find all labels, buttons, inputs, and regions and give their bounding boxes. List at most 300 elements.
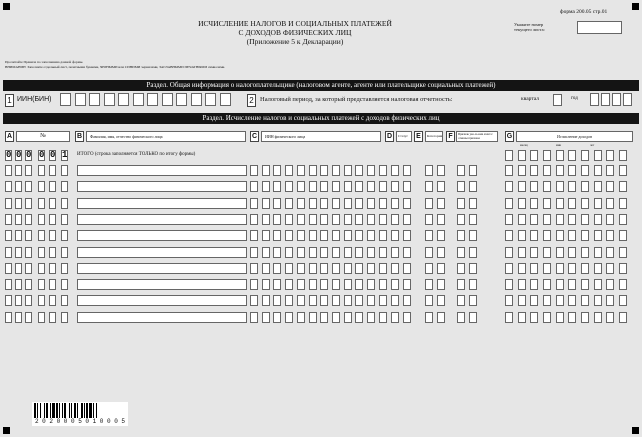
iin-bin-cell[interactable] <box>89 93 100 106</box>
income-cell[interactable] <box>518 279 526 290</box>
row-number-cell[interactable] <box>15 247 22 258</box>
iin-cell[interactable] <box>262 165 270 176</box>
iin-cell[interactable] <box>273 295 281 306</box>
category-cell[interactable] <box>425 214 433 225</box>
iin-cell[interactable] <box>379 279 387 290</box>
row-number-cell[interactable] <box>25 181 32 192</box>
status-cell[interactable] <box>391 230 399 241</box>
iin-cell[interactable] <box>273 312 281 323</box>
row-number-cell[interactable] <box>15 295 22 306</box>
iin-cell[interactable] <box>250 295 258 306</box>
income-cell[interactable] <box>568 247 576 258</box>
iin-cell[interactable] <box>355 247 363 258</box>
iin-cell[interactable] <box>262 263 270 274</box>
income-cell[interactable] <box>530 279 538 290</box>
row-number-cell[interactable] <box>49 247 56 258</box>
iin-cell[interactable] <box>285 247 293 258</box>
income-cell[interactable] <box>568 312 576 323</box>
row-number-cell[interactable] <box>5 295 12 306</box>
iin-cell[interactable] <box>367 295 375 306</box>
iin-cell[interactable] <box>355 230 363 241</box>
iin-bin-cell[interactable] <box>191 93 202 106</box>
iin-cell[interactable] <box>250 247 258 258</box>
status-cell[interactable] <box>391 214 399 225</box>
iin-cell[interactable] <box>297 279 305 290</box>
total-g-cell[interactable] <box>581 150 589 161</box>
full-name-field[interactable] <box>77 230 247 241</box>
status-cell[interactable] <box>391 247 399 258</box>
iin-cell[interactable] <box>285 165 293 176</box>
row-number-cell[interactable] <box>25 165 32 176</box>
income-cell[interactable] <box>568 279 576 290</box>
status-cell[interactable] <box>391 279 399 290</box>
row-number-cell[interactable] <box>49 279 56 290</box>
iin-cell[interactable] <box>285 295 293 306</box>
category-cell[interactable] <box>425 295 433 306</box>
income-cell[interactable] <box>556 181 564 192</box>
iin-cell[interactable] <box>285 214 293 225</box>
income-cell[interactable] <box>594 181 602 192</box>
row-number-cell[interactable] <box>49 214 56 225</box>
iin-cell[interactable] <box>367 181 375 192</box>
iin-bin-cell[interactable] <box>162 93 173 106</box>
row-number-cell[interactable] <box>25 279 32 290</box>
row-number-cell[interactable] <box>5 214 12 225</box>
agent-flag-cell[interactable] <box>469 165 477 176</box>
full-name-field[interactable] <box>77 181 247 192</box>
iin-cell[interactable] <box>332 165 340 176</box>
status-cell[interactable] <box>391 198 399 209</box>
income-cell[interactable] <box>594 295 602 306</box>
iin-cell[interactable] <box>320 247 328 258</box>
iin-cell[interactable] <box>273 279 281 290</box>
status-cell[interactable] <box>403 165 411 176</box>
category-cell[interactable] <box>437 198 445 209</box>
status-cell[interactable] <box>403 214 411 225</box>
iin-cell[interactable] <box>379 198 387 209</box>
agent-flag-cell[interactable] <box>457 214 465 225</box>
income-cell[interactable] <box>556 279 564 290</box>
income-cell[interactable] <box>543 263 551 274</box>
agent-flag-cell[interactable] <box>469 198 477 209</box>
iin-cell[interactable] <box>320 312 328 323</box>
agent-flag-cell[interactable] <box>457 230 465 241</box>
row-number-cell[interactable] <box>25 312 32 323</box>
row-number-cell[interactable] <box>5 279 12 290</box>
income-cell[interactable] <box>505 295 513 306</box>
row-number-cell[interactable] <box>15 214 22 225</box>
iin-cell[interactable] <box>332 263 340 274</box>
iin-cell[interactable] <box>262 181 270 192</box>
category-cell[interactable] <box>425 230 433 241</box>
iin-cell[interactable] <box>355 165 363 176</box>
income-cell[interactable] <box>594 312 602 323</box>
iin-cell[interactable] <box>285 181 293 192</box>
agent-flag-cell[interactable] <box>457 165 465 176</box>
iin-cell[interactable] <box>320 198 328 209</box>
iin-cell[interactable] <box>367 230 375 241</box>
row-number-cell[interactable] <box>25 214 32 225</box>
iin-cell[interactable] <box>320 181 328 192</box>
iin-cell[interactable] <box>250 230 258 241</box>
income-cell[interactable] <box>543 247 551 258</box>
iin-cell[interactable] <box>332 230 340 241</box>
iin-cell[interactable] <box>344 165 352 176</box>
iin-cell[interactable] <box>262 230 270 241</box>
full-name-field[interactable] <box>77 165 247 176</box>
iin-bin-cell[interactable] <box>176 93 187 106</box>
income-cell[interactable] <box>530 198 538 209</box>
income-cell[interactable] <box>556 247 564 258</box>
income-cell[interactable] <box>581 279 589 290</box>
income-cell[interactable] <box>530 165 538 176</box>
iin-cell[interactable] <box>309 247 317 258</box>
row-number-cell[interactable] <box>15 165 22 176</box>
iin-cell[interactable] <box>355 181 363 192</box>
iin-cell[interactable] <box>262 295 270 306</box>
iin-cell[interactable] <box>344 198 352 209</box>
iin-cell[interactable] <box>320 230 328 241</box>
row-number-cell[interactable] <box>38 214 45 225</box>
income-cell[interactable] <box>556 312 564 323</box>
agent-flag-cell[interactable] <box>457 198 465 209</box>
row-number-cell[interactable] <box>5 312 12 323</box>
iin-bin-cell[interactable] <box>75 93 86 106</box>
income-cell[interactable] <box>518 312 526 323</box>
iin-cell[interactable] <box>273 263 281 274</box>
row-number-cell[interactable] <box>15 230 22 241</box>
iin-bin-cell[interactable] <box>104 93 115 106</box>
iin-cell[interactable] <box>309 279 317 290</box>
iin-cell[interactable] <box>367 312 375 323</box>
income-cell[interactable] <box>505 181 513 192</box>
category-cell[interactable] <box>437 165 445 176</box>
iin-cell[interactable] <box>285 198 293 209</box>
income-cell[interactable] <box>518 165 526 176</box>
iin-cell[interactable] <box>344 230 352 241</box>
status-cell[interactable] <box>403 312 411 323</box>
iin-cell[interactable] <box>332 198 340 209</box>
category-cell[interactable] <box>425 312 433 323</box>
agent-flag-cell[interactable] <box>457 279 465 290</box>
agent-flag-cell[interactable] <box>457 295 465 306</box>
agent-flag-cell[interactable] <box>469 312 477 323</box>
row-number-cell[interactable] <box>5 230 12 241</box>
income-cell[interactable] <box>556 230 564 241</box>
iin-cell[interactable] <box>367 279 375 290</box>
income-cell[interactable] <box>606 181 614 192</box>
iin-bin-cell[interactable] <box>220 93 231 106</box>
iin-cell[interactable] <box>344 295 352 306</box>
iin-cell[interactable] <box>344 214 352 225</box>
full-name-field[interactable] <box>77 263 247 274</box>
income-cell[interactable] <box>556 165 564 176</box>
iin-cell[interactable] <box>297 295 305 306</box>
income-cell[interactable] <box>518 198 526 209</box>
iin-cell[interactable] <box>355 279 363 290</box>
category-cell[interactable] <box>425 198 433 209</box>
income-cell[interactable] <box>518 181 526 192</box>
income-cell[interactable] <box>556 198 564 209</box>
iin-bin-cell[interactable] <box>118 93 129 106</box>
income-cell[interactable] <box>606 230 614 241</box>
year-cell[interactable] <box>612 93 621 106</box>
row-number-cell[interactable] <box>15 312 22 323</box>
income-cell[interactable] <box>606 295 614 306</box>
row-number-cell[interactable] <box>38 279 45 290</box>
total-g-cell[interactable] <box>619 150 627 161</box>
iin-cell[interactable] <box>355 198 363 209</box>
iin-cell[interactable] <box>250 279 258 290</box>
full-name-field[interactable] <box>77 214 247 225</box>
income-cell[interactable] <box>619 181 627 192</box>
income-cell[interactable] <box>530 312 538 323</box>
iin-cell[interactable] <box>273 181 281 192</box>
iin-cell[interactable] <box>355 295 363 306</box>
agent-flag-cell[interactable] <box>469 230 477 241</box>
income-cell[interactable] <box>505 312 513 323</box>
row-number-cell[interactable] <box>38 230 45 241</box>
income-cell[interactable] <box>581 165 589 176</box>
income-cell[interactable] <box>530 247 538 258</box>
income-cell[interactable] <box>518 247 526 258</box>
row-number-cell[interactable] <box>61 247 68 258</box>
year-cell[interactable] <box>601 93 610 106</box>
iin-cell[interactable] <box>297 230 305 241</box>
iin-cell[interactable] <box>332 279 340 290</box>
total-g-cell[interactable] <box>530 150 538 161</box>
iin-cell[interactable] <box>262 312 270 323</box>
iin-cell[interactable] <box>332 247 340 258</box>
income-cell[interactable] <box>581 181 589 192</box>
income-cell[interactable] <box>568 214 576 225</box>
income-cell[interactable] <box>606 198 614 209</box>
iin-cell[interactable] <box>379 312 387 323</box>
income-cell[interactable] <box>530 230 538 241</box>
income-cell[interactable] <box>594 230 602 241</box>
agent-flag-cell[interactable] <box>469 295 477 306</box>
iin-cell[interactable] <box>309 230 317 241</box>
total-g-cell[interactable] <box>568 150 576 161</box>
income-cell[interactable] <box>619 279 627 290</box>
row-number-cell[interactable] <box>61 214 68 225</box>
iin-cell[interactable] <box>332 312 340 323</box>
income-cell[interactable] <box>543 198 551 209</box>
income-cell[interactable] <box>543 230 551 241</box>
row-number-cell[interactable] <box>49 295 56 306</box>
income-cell[interactable] <box>606 263 614 274</box>
iin-cell[interactable] <box>273 214 281 225</box>
income-cell[interactable] <box>568 165 576 176</box>
income-cell[interactable] <box>568 198 576 209</box>
status-cell[interactable] <box>403 263 411 274</box>
iin-cell[interactable] <box>344 181 352 192</box>
agent-flag-cell[interactable] <box>469 279 477 290</box>
iin-cell[interactable] <box>344 263 352 274</box>
quarter-field[interactable] <box>553 94 562 106</box>
status-cell[interactable] <box>391 312 399 323</box>
iin-cell[interactable] <box>367 214 375 225</box>
category-cell[interactable] <box>437 230 445 241</box>
iin-cell[interactable] <box>285 312 293 323</box>
income-cell[interactable] <box>594 247 602 258</box>
income-cell[interactable] <box>594 263 602 274</box>
iin-cell[interactable] <box>309 312 317 323</box>
iin-bin-cell[interactable] <box>147 93 158 106</box>
row-number-cell[interactable] <box>49 181 56 192</box>
iin-cell[interactable] <box>332 295 340 306</box>
iin-cell[interactable] <box>273 198 281 209</box>
income-cell[interactable] <box>543 295 551 306</box>
income-cell[interactable] <box>505 230 513 241</box>
status-cell[interactable] <box>391 263 399 274</box>
row-number-cell[interactable] <box>38 312 45 323</box>
row-number-cell[interactable] <box>25 263 32 274</box>
total-g-cell[interactable] <box>606 150 614 161</box>
income-cell[interactable] <box>581 263 589 274</box>
row-number-cell[interactable] <box>5 247 12 258</box>
status-cell[interactable] <box>391 165 399 176</box>
iin-cell[interactable] <box>379 247 387 258</box>
income-cell[interactable] <box>505 279 513 290</box>
row-number-cell[interactable] <box>38 247 45 258</box>
iin-cell[interactable] <box>250 198 258 209</box>
income-cell[interactable] <box>543 165 551 176</box>
category-cell[interactable] <box>425 263 433 274</box>
row-number-cell[interactable] <box>49 198 56 209</box>
iin-cell[interactable] <box>379 181 387 192</box>
category-cell[interactable] <box>425 165 433 176</box>
iin-cell[interactable] <box>250 165 258 176</box>
income-cell[interactable] <box>543 214 551 225</box>
row-number-cell[interactable] <box>25 295 32 306</box>
row-number-cell[interactable] <box>25 247 32 258</box>
total-g-cell[interactable] <box>505 150 513 161</box>
income-cell[interactable] <box>606 214 614 225</box>
iin-cell[interactable] <box>273 165 281 176</box>
iin-cell[interactable] <box>309 165 317 176</box>
iin-cell[interactable] <box>320 214 328 225</box>
income-cell[interactable] <box>581 312 589 323</box>
iin-cell[interactable] <box>367 247 375 258</box>
category-cell[interactable] <box>437 181 445 192</box>
income-cell[interactable] <box>568 230 576 241</box>
income-cell[interactable] <box>606 165 614 176</box>
income-cell[interactable] <box>619 198 627 209</box>
full-name-field[interactable] <box>77 198 247 209</box>
category-cell[interactable] <box>425 181 433 192</box>
income-cell[interactable] <box>619 263 627 274</box>
category-cell[interactable] <box>437 263 445 274</box>
total-g-cell[interactable] <box>543 150 551 161</box>
income-cell[interactable] <box>518 295 526 306</box>
income-cell[interactable] <box>518 214 526 225</box>
iin-cell[interactable] <box>367 165 375 176</box>
year-cell[interactable] <box>623 93 632 106</box>
row-number-cell[interactable] <box>25 230 32 241</box>
income-cell[interactable] <box>606 279 614 290</box>
category-cell[interactable] <box>425 247 433 258</box>
iin-cell[interactable] <box>250 181 258 192</box>
agent-flag-cell[interactable] <box>469 263 477 274</box>
row-number-cell[interactable] <box>49 312 56 323</box>
income-cell[interactable] <box>594 214 602 225</box>
row-number-cell[interactable] <box>49 165 56 176</box>
full-name-field[interactable] <box>77 312 247 323</box>
row-number-cell[interactable] <box>38 165 45 176</box>
iin-cell[interactable] <box>320 263 328 274</box>
income-cell[interactable] <box>530 263 538 274</box>
iin-cell[interactable] <box>379 165 387 176</box>
category-cell[interactable] <box>437 247 445 258</box>
status-cell[interactable] <box>403 295 411 306</box>
income-cell[interactable] <box>594 279 602 290</box>
income-cell[interactable] <box>619 165 627 176</box>
income-cell[interactable] <box>619 230 627 241</box>
iin-cell[interactable] <box>273 247 281 258</box>
income-cell[interactable] <box>619 214 627 225</box>
category-cell[interactable] <box>437 295 445 306</box>
status-cell[interactable] <box>403 198 411 209</box>
year-cell[interactable] <box>590 93 599 106</box>
iin-cell[interactable] <box>309 263 317 274</box>
iin-bin-cell[interactable] <box>60 93 71 106</box>
income-cell[interactable] <box>530 295 538 306</box>
category-cell[interactable] <box>437 279 445 290</box>
agent-flag-cell[interactable] <box>469 181 477 192</box>
row-number-cell[interactable] <box>61 165 68 176</box>
status-cell[interactable] <box>391 295 399 306</box>
row-number-cell[interactable] <box>61 230 68 241</box>
iin-cell[interactable] <box>262 198 270 209</box>
row-number-cell[interactable] <box>5 263 12 274</box>
row-number-cell[interactable] <box>38 263 45 274</box>
income-cell[interactable] <box>556 295 564 306</box>
income-cell[interactable] <box>619 247 627 258</box>
iin-cell[interactable] <box>320 295 328 306</box>
iin-cell[interactable] <box>355 312 363 323</box>
iin-cell[interactable] <box>297 214 305 225</box>
iin-cell[interactable] <box>297 165 305 176</box>
income-cell[interactable] <box>606 247 614 258</box>
iin-cell[interactable] <box>320 279 328 290</box>
row-number-cell[interactable] <box>38 295 45 306</box>
income-cell[interactable] <box>556 263 564 274</box>
income-cell[interactable] <box>581 198 589 209</box>
iin-bin-cell[interactable] <box>133 93 144 106</box>
income-cell[interactable] <box>581 295 589 306</box>
row-number-cell[interactable] <box>5 165 12 176</box>
iin-cell[interactable] <box>297 263 305 274</box>
agent-flag-cell[interactable] <box>457 247 465 258</box>
full-name-field[interactable] <box>77 247 247 258</box>
full-name-field[interactable] <box>77 279 247 290</box>
total-g-cell[interactable] <box>518 150 526 161</box>
iin-cell[interactable] <box>297 181 305 192</box>
agent-flag-cell[interactable] <box>457 312 465 323</box>
agent-flag-cell[interactable] <box>469 214 477 225</box>
iin-cell[interactable] <box>344 279 352 290</box>
row-number-cell[interactable] <box>61 295 68 306</box>
iin-cell[interactable] <box>367 263 375 274</box>
income-cell[interactable] <box>505 247 513 258</box>
iin-cell[interactable] <box>297 198 305 209</box>
row-number-cell[interactable] <box>15 198 22 209</box>
sheet-number-field[interactable] <box>577 21 622 34</box>
status-cell[interactable] <box>403 230 411 241</box>
income-cell[interactable] <box>581 230 589 241</box>
iin-cell[interactable] <box>297 312 305 323</box>
